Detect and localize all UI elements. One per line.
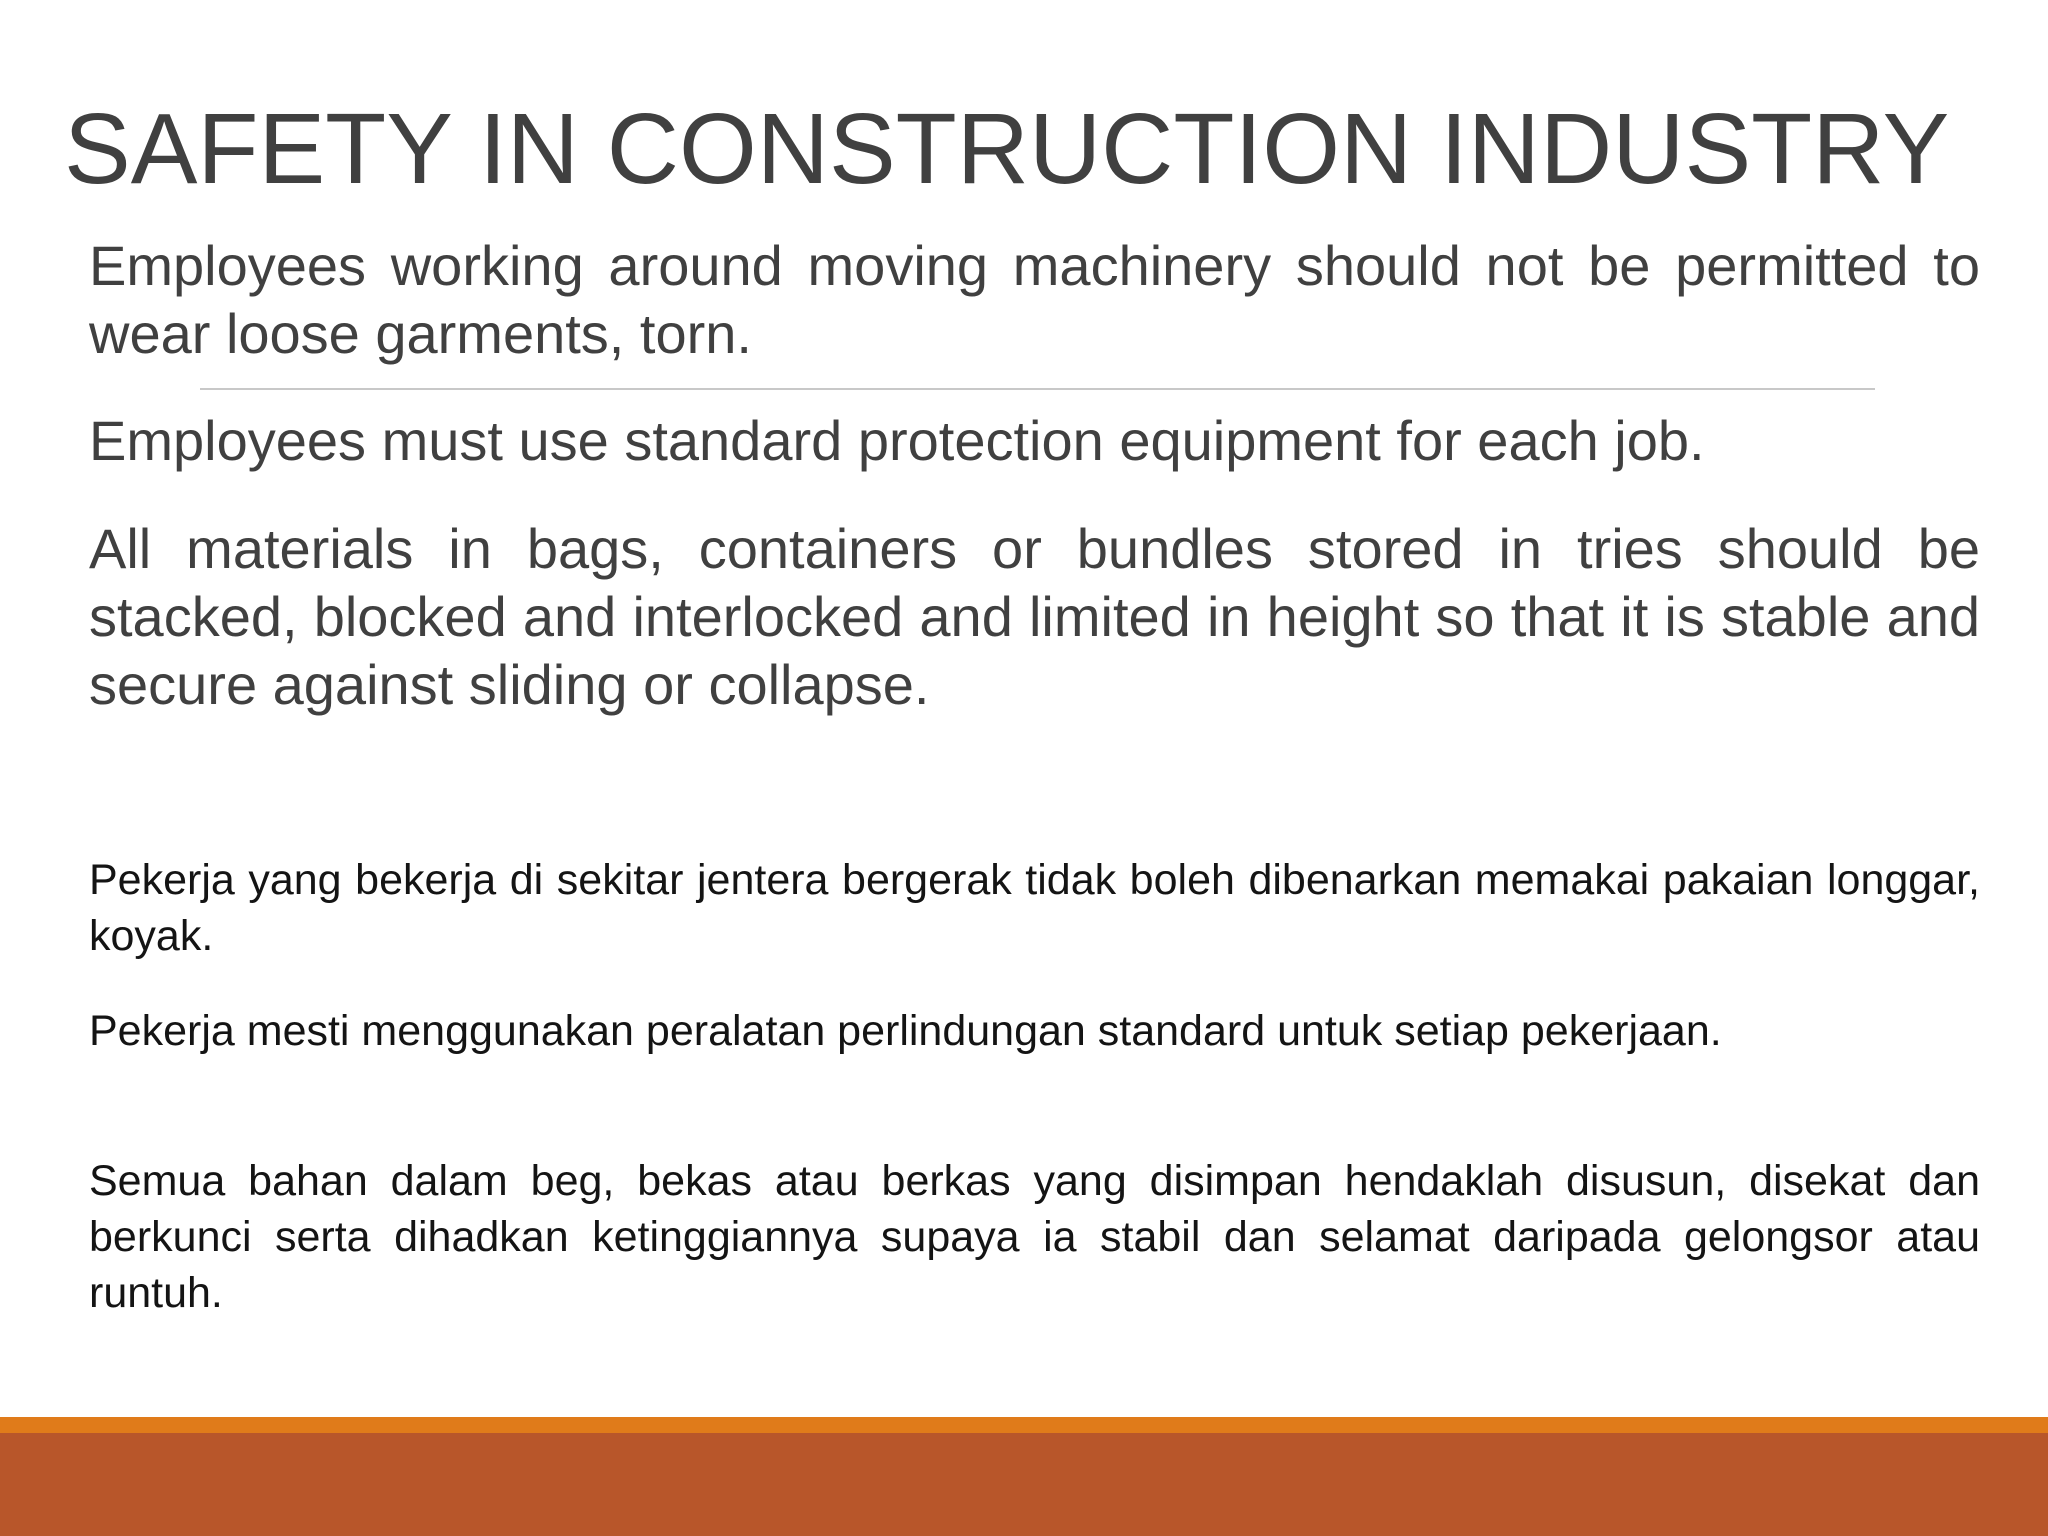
divider-line bbox=[200, 388, 1875, 390]
english-point-2: Employees must use standard protection equipment for each job. bbox=[89, 409, 1705, 472]
footer-rust-band bbox=[0, 1433, 2048, 1536]
malay-point-2: Pekerja mesti menggunakan peralatan perlindungan standard untuk setiap pekerjaan. bbox=[89, 1007, 1722, 1055]
english-point-1: Employees working around moving machinery should not be permitted to wear loose garments, torn. bbox=[89, 234, 1980, 365]
malay-point-1: Pekerja yang bekerja di sekitar jentera bergerak tidak boleh dibenarkan memakai pakaian longgar, koyak. bbox=[89, 856, 1980, 960]
malay-point-3: Semua bahan dalam beg, bekas atau berkas yang disimpan hendaklah disusun, disekat dan berkunci serta dihadkan ketinggiannya supaya ia stabil dan selamat daripada gelongsor atau runtuh. bbox=[89, 1157, 1980, 1317]
slide-title: SAFETY IN CONSTRUCTION INDUSTRY bbox=[64, 93, 1950, 205]
english-point-3: All materials in bags, containers or bundles stored in tries should be stacked, blocked and interlocked and limited in height so that it is stable and secure against sliding or collapse. bbox=[89, 517, 1980, 716]
footer-orange-stripe bbox=[0, 1417, 2048, 1433]
